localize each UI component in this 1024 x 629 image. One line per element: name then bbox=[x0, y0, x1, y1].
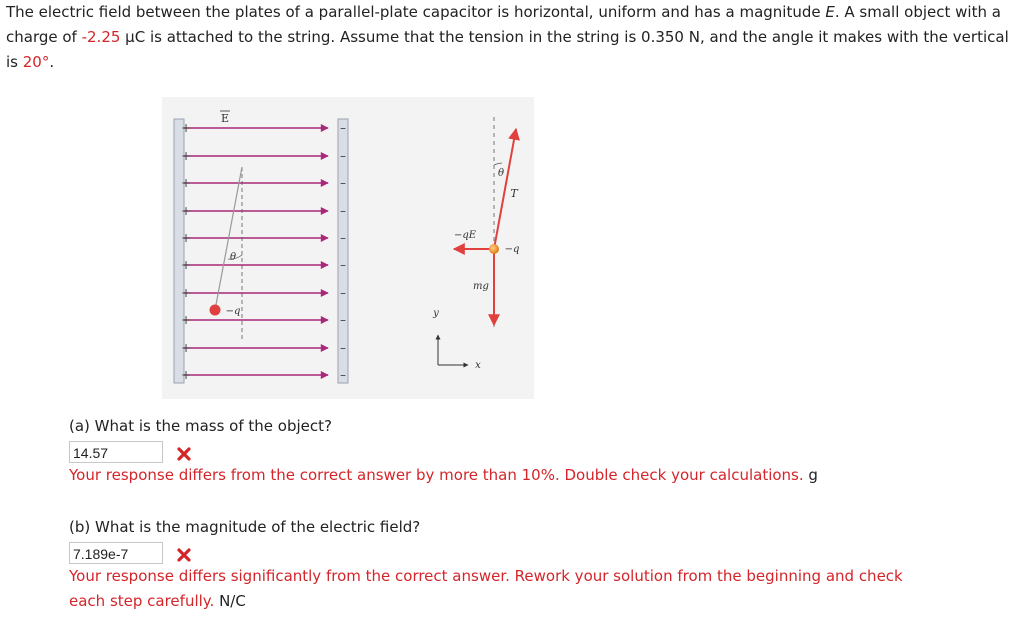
charge-label: −q bbox=[225, 306, 241, 317]
part-b-unit: N/C bbox=[214, 592, 246, 610]
y-axis-label: y bbox=[433, 308, 439, 319]
e-field-label: E bbox=[220, 112, 230, 125]
charge-unit: μC bbox=[120, 28, 146, 46]
theta-label: θ bbox=[229, 252, 237, 263]
plus-sign: + bbox=[180, 368, 192, 382]
part-a-feedback: Your response differs from the correct answer by more than 10%. Double check your calculations. bbox=[69, 466, 804, 484]
minus-sign: – bbox=[340, 258, 346, 272]
minus-sign: – bbox=[340, 313, 346, 327]
plus-sign: + bbox=[180, 286, 192, 300]
capacitor-figure bbox=[162, 97, 534, 399]
incorrect-x-icon bbox=[176, 547, 192, 563]
plus-sign: + bbox=[180, 258, 192, 272]
free-body-theta-label: θ bbox=[497, 168, 505, 179]
plus-sign: + bbox=[180, 149, 192, 163]
problem-text-3: is attached to the string. Assume that the tension in the string is 0.350 N, and the angle it makes with the vertical is bbox=[6, 28, 1009, 71]
charged-object bbox=[210, 305, 221, 316]
x-axis-label: x bbox=[475, 360, 481, 371]
minus-sign: – bbox=[340, 121, 346, 135]
part-a bbox=[69, 414, 818, 488]
minus-sign: – bbox=[340, 286, 346, 300]
part-b bbox=[69, 515, 903, 614]
part-b-feedback-line2: each step carefully. bbox=[69, 592, 215, 610]
part-b-question: (b) What is the magnitude of the electric field? bbox=[69, 518, 421, 536]
minus-sign: – bbox=[340, 176, 346, 190]
plus-sign: + bbox=[180, 341, 192, 355]
plus-sign: + bbox=[180, 204, 192, 218]
plus-sign: + bbox=[180, 121, 192, 135]
part-a-question: (a) What is the mass of the object? bbox=[69, 417, 332, 435]
part-a-unit: g bbox=[803, 466, 818, 484]
part-a-answer-input[interactable]: 14.57 bbox=[69, 441, 163, 463]
minus-sign: – bbox=[340, 231, 346, 245]
minus-sign: – bbox=[340, 204, 346, 218]
free-body-charge-label: −q bbox=[504, 244, 520, 255]
incorrect-x-icon bbox=[176, 446, 192, 462]
part-b-answer-input[interactable]: 7.189e-7 bbox=[69, 542, 163, 564]
tension-label: T bbox=[510, 187, 518, 200]
problem-text-2: . A small object with a charge of bbox=[6, 3, 1001, 46]
free-body-object bbox=[489, 244, 499, 254]
minus-sign: – bbox=[340, 341, 346, 355]
charge-value: -2.25 bbox=[81, 28, 121, 46]
part-b-feedback-line1: Your response differs significantly from the correct answer. Rework your solution from the beginning and check bbox=[69, 567, 903, 585]
electric-force-label: −qE bbox=[453, 230, 477, 241]
plus-sign: + bbox=[180, 231, 192, 245]
field-variable: E bbox=[825, 3, 835, 21]
minus-sign: – bbox=[340, 149, 346, 163]
plus-sign: + bbox=[180, 313, 192, 327]
problem-text-1: The electric field between the plates of a parallel-plate capacitor is horizontal, uniform and has a magnitude bbox=[6, 3, 826, 21]
minus-sign: – bbox=[340, 368, 346, 382]
problem-text-4: . bbox=[49, 53, 55, 71]
plus-sign: + bbox=[180, 176, 192, 190]
angle-value: 20° bbox=[22, 53, 50, 71]
problem-statement bbox=[6, 0, 1018, 75]
weight-label: mg bbox=[473, 281, 489, 292]
